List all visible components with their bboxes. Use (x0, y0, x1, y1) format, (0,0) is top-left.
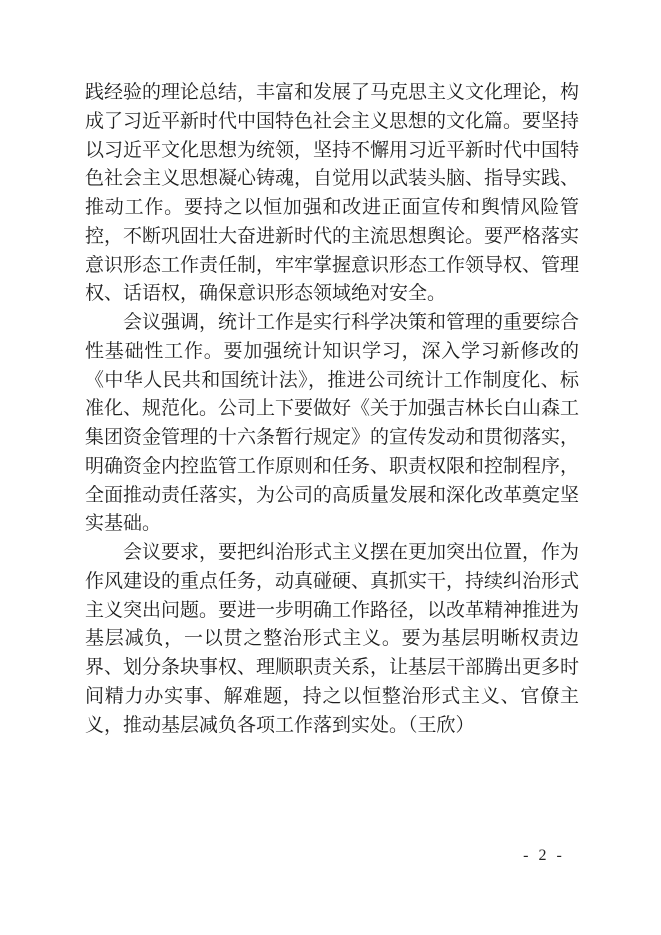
document-body (85, 79, 579, 740)
page-number: - 2 - (523, 847, 565, 864)
paragraph: 践经验的理论总结，丰富和发展了马克思主义文化理论，构成了习近平新时代中国特色社会主义思想的文化篇。要坚持以习近平文化思想为统领，坚持不懈用习近平新时代中国特色社会主义思想凝心铸魂，自觉用以武装头脑、指导实践、推动工作。要持之以恒加强和改进正面宣传和舆情风险管控，不断巩固壮大奋进新时代的主流思想舆论。要严格落实意识形态工作责任制，牢牢掌握意识形态工作领导权、管理权、话语权，确保意识形态领域绝对安全。 (85, 82, 580, 305)
paragraph: 会议要求，要把纠治形式主义摆在更加突出位置，作为作风建设的重点任务，动真碰硬、真抓实干，持续纠治形式主义突出问题。要进一步明确工作路径，以改革精神推进为基层减负，一以贯之整治形式主义。要为基层明晰权责边界、划分条块事权、理顺职责关系，让基层干部腾出更多时间精力办实事、解难题，持之以恒整治形式主义、官僚主义，推动基层减负各项工作落到实处。（王欣） (85, 542, 580, 736)
paragraph: 会议强调，统计工作是实行科学决策和管理的重要综合性基础性工作。要加强统计知识学习，深入学习新修改的《中华人民共和国统计法》，推进公司统计工作制度化、标准化、规范化。公司上下要做好《关于加强吉林长白山森工集团资金管理的十六条暂行规定》的宣传发动和贯彻落实，明确资金内控监管工作原则和任务、职责权限和控制程序，全面推动责任落实，为公司的高质量发展和深化改革奠定坚实基础。 (85, 312, 580, 535)
